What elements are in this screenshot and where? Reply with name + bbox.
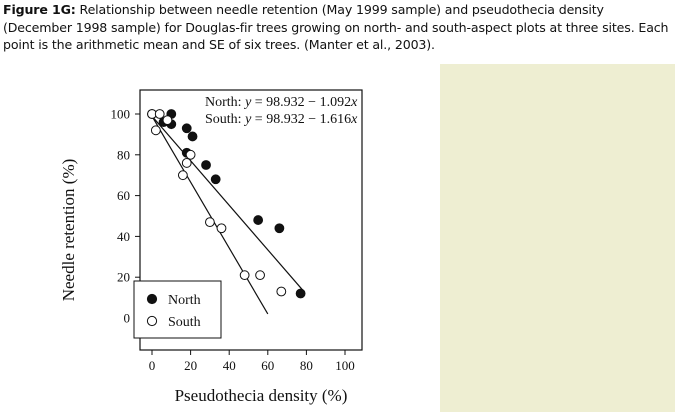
y-axis-label: Needle retention (%)	[59, 158, 78, 302]
x-tick-label: 60	[261, 358, 275, 373]
x-tick-label: 80	[299, 358, 313, 373]
point-north	[182, 124, 191, 133]
chart-figure	[0, 64, 440, 412]
x-tick-label: 100	[335, 358, 355, 373]
y-tick-label: 0	[123, 310, 130, 326]
point-south	[151, 126, 160, 135]
point-south	[155, 110, 164, 119]
axes	[59, 90, 362, 405]
x-tick-label: 20	[184, 358, 198, 373]
legend-label-north: North	[168, 293, 201, 308]
y-tick-label: 60	[117, 188, 130, 204]
point-south	[217, 224, 226, 233]
point-south	[277, 287, 286, 296]
x-axis-label: Pseudothecia density (%)	[174, 386, 348, 405]
point-south	[186, 150, 195, 159]
legend-label-south: South	[168, 315, 201, 330]
legend	[134, 281, 221, 338]
equation-north: North: y = 98.932 − 1.092x	[205, 95, 358, 110]
legend-marker-south	[147, 316, 156, 325]
point-north	[296, 289, 305, 298]
point-north	[202, 161, 211, 170]
scatter-chart	[0, 64, 440, 412]
figure-caption	[3, 1, 671, 54]
y-tick-label: 40	[117, 228, 130, 244]
point-south	[240, 271, 249, 280]
point-north	[254, 216, 263, 225]
point-south	[206, 218, 215, 227]
x-tick-label: 40	[222, 358, 236, 373]
fit-line-north	[152, 116, 303, 290]
point-south	[178, 171, 187, 180]
point-north	[211, 175, 220, 184]
caption-citation: ., 2003).	[383, 37, 435, 52]
x-tick-label: 0	[148, 358, 156, 373]
y-tick-label: 20	[117, 269, 130, 285]
caption-label: Figure 1G:	[3, 2, 76, 17]
y-tick-label: 80	[117, 147, 130, 163]
caption-band	[0, 0, 675, 64]
point-north	[275, 224, 284, 233]
right-panel	[440, 64, 675, 412]
point-south	[182, 159, 191, 168]
y-tick-label: 100	[110, 106, 130, 122]
equation-south: South: y = 98.932 − 1.616x	[205, 112, 358, 127]
point-north	[188, 132, 197, 141]
legend-marker-north	[147, 294, 156, 303]
point-south	[163, 116, 172, 125]
point-south	[256, 271, 265, 280]
caption-text: Relationship between needle retention (May 1999 sample) and pseudothecia density (December 1998 sample) for Douglas-fir trees growing on north- and south-aspect plots at three sites. Each point is the arithmetic mean and SE of six trees. (Manter et al	[3, 2, 669, 52]
equations	[205, 95, 358, 127]
